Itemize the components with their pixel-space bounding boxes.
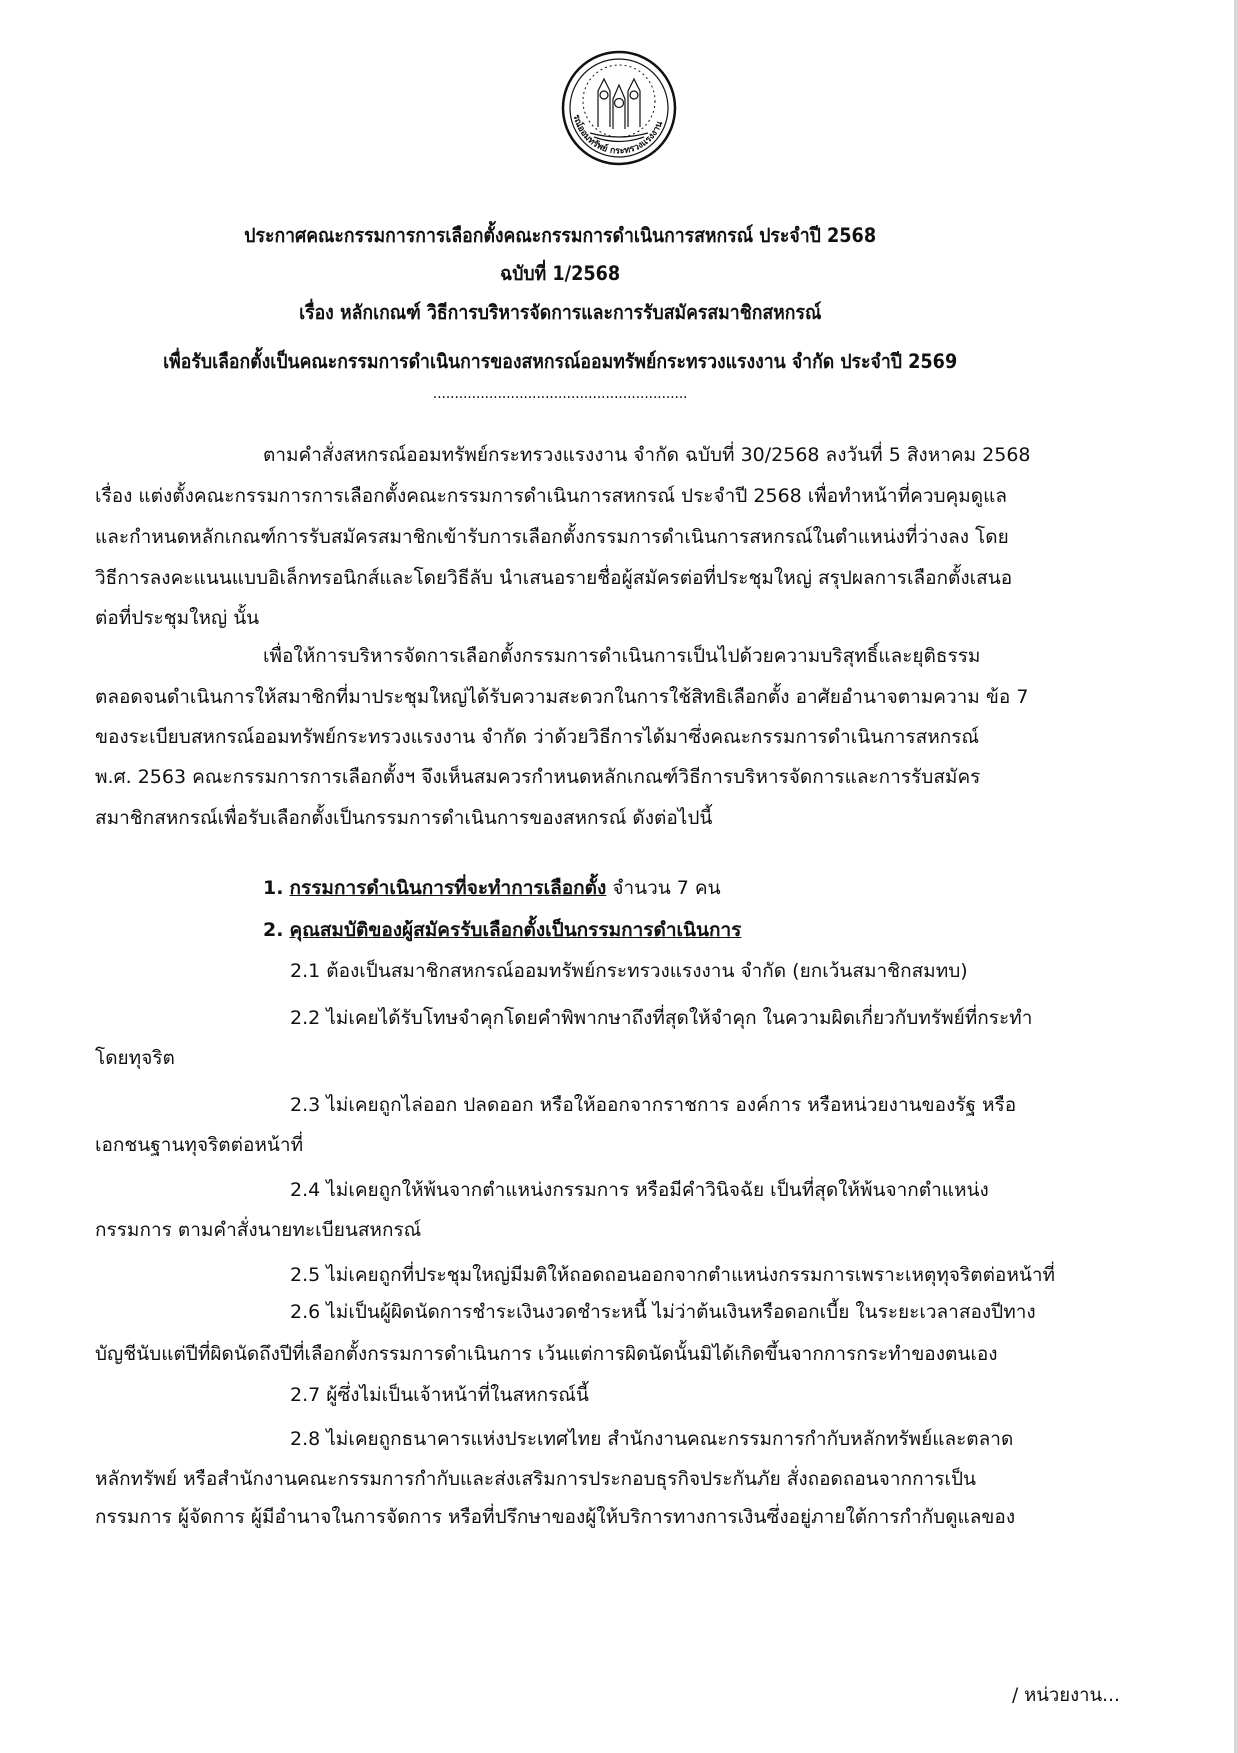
paragraph-2-line-3: ของระเบียบสหกรณ์ออมทรัพย์กระทรวงแรงงาน จำกัด ว่าด้วยวิธีการได้มาซึ่งคณะกรรมการดำเนินการสหกรณ์ [95, 726, 980, 748]
item-2-8-line-1: 2.8 ไม่เคยถูกธนาคารแห่งประเทศไทย สำนักงานคณะกรรมการกำกับหลักทรัพย์และตลาด [290, 1428, 1014, 1450]
paragraph-1-line-2: เรื่อง แต่งตั้งคณะกรรมการการเลือกตั้งคณะกรรมการดำเนินการสหกรณ์ ประจำปี 2568 เพื่อทำหน้าที่ควบคุมดูแล [95, 485, 1008, 507]
item-2-8-line-2: หลักทรัพย์ หรือสำนักงานคณะกรรมการกำกับและส่งเสริมการประกอบธุรกิจประกันภัย สั่งถอดถอนจากการเป็น [95, 1468, 976, 1490]
section-1 [263, 873, 721, 903]
seal-emblem-icon [560, 49, 678, 167]
item-2-3-line-1: 2.3 ไม่เคยถูกไล่ออก ปลดออก หรือให้ออกจากราชการ องค์การ หรือหน่วยงานของรัฐ หรือ [290, 1094, 1017, 1116]
section-2-number: 2. [263, 919, 284, 941]
item-2-6-line-2: บัญชีนับแต่ปีที่ผิดนัดถึงปีที่เลือกตั้งกรรมการดำเนินการ เว้นแต่การผิดนัดนั้นมิได้เกิดขึ้นจากการกระทำของตนเอง [95, 1343, 998, 1365]
issue-number: ฉบับที่ 1/2568 [500, 262, 621, 285]
paragraph-2-line-5: สมาชิกสหกรณ์เพื่อรับเลือกตั้งเป็นกรรมการดำเนินการของสหกรณ์ ดังต่อไปนี้ [95, 807, 713, 829]
paragraph-2-line-1: เพื่อให้การบริหารจัดการเลือกตั้งกรรมการดำเนินการเป็นไปด้วยความบริสุทธิ์และยุติธรรม [263, 645, 981, 667]
continued-marker: / หน่วยงาน... [1012, 1684, 1121, 1706]
item-2-7: 2.7 ผู้ซึ่งไม่เป็นเจ้าหน้าที่ในสหกรณ์นี้ [290, 1384, 589, 1406]
paragraph-2-line-4: พ.ศ. 2563 คณะกรรมการการเลือกตั้งฯ จึงเห็นสมควรกำหนดหลักเกณฑ์วิธีการบริหารจัดการและการรับสมัคร [95, 766, 981, 788]
announcement-title: ประกาศคณะกรรมการการเลือกตั้งคณะกรรมการดำเนินการสหกรณ์ ประจำปี 2568 [244, 224, 877, 247]
item-2-2-line-1: 2.2 ไม่เคยได้รับโทษจำคุกโดยคำพิพากษาถึงที่สุดให้จำคุก ในความผิดเกี่ยวกับทรัพย์ที่กระทำ [290, 1007, 1033, 1029]
section-2 [263, 915, 741, 945]
subject-line-2: เพื่อรับเลือกตั้งเป็นคณะกรรมการดำเนินการของสหกรณ์ออมทรัพย์กระทรวงแรงงาน จำกัด ประจำปี 2569 [163, 350, 958, 373]
subject-line-1: เรื่อง หลักเกณฑ์ วิธีการบริหารจัดการและการรับสมัครสมาชิกสหกรณ์ [299, 301, 822, 324]
item-2-2-line-2: โดยทุจริต [95, 1047, 175, 1069]
item-2-4-line-2: กรรมการ ตามคำสั่งนายทะเบียนสหกรณ์ [95, 1219, 422, 1241]
cooperative-seal-logo [560, 49, 678, 167]
section-1-text: จำนวน 7 คน [606, 877, 721, 899]
item-2-3-line-2: เอกชนฐานทุจริตต่อหน้าที่ [95, 1134, 304, 1156]
item-2-1: 2.1 ต้องเป็นสมาชิกสหกรณ์ออมทรัพย์กระทรวงแรงงาน จำกัด (ยกเว้นสมาชิกสมทบ) [290, 960, 968, 982]
item-2-6-line-1: 2.6 ไม่เป็นผู้ผิดนัดการชำระเงินงวดชำระหนี้ ไม่ว่าต้นเงินหรือดอกเบี้ย ในระยะเวลาสองปีทาง [290, 1301, 1036, 1323]
paragraph-1-line-3: และกำหนดหลักเกณฑ์การรับสมัครสมาชิกเข้ารับการเลือกตั้งกรรมการดำเนินการสหกรณ์ในตำแหน่งที่ว่างลง โดย [95, 526, 1009, 548]
item-2-5: 2.5 ไม่เคยถูกที่ประชุมใหญ่มีมติให้ถอดถอนออกจากตำแหน่งกรรมการเพราะเหตุทุจริตต่อหน้าที่ [290, 1264, 1056, 1286]
item-2-4-line-1: 2.4 ไม่เคยถูกให้พ้นจากตำแหน่งกรรมการ หรือมีคำวินิจฉัย เป็นที่สุดให้พ้นจากตำแหน่ง [290, 1179, 989, 1201]
scan-edge [1234, 0, 1238, 1753]
item-2-8-line-3: กรรมการ ผู้จัดการ ผู้มีอำนาจในการจัดการ หรือที่ปรึกษาของผู้ให้บริการทางการเงินซึ่งอยู่ภายใต้การกำกับดูแลของ [95, 1506, 1016, 1528]
section-2-heading: คุณสมบัติของผู้สมัครรับเลือกตั้งเป็นกรรมการดำเนินการ [289, 919, 742, 941]
title-separator: ........................................................... [432, 384, 688, 402]
paragraph-2-line-2: ตลอดจนดำเนินการให้สมาชิกที่มาประชุมใหญ่ได้รับความสะดวกในการใช้สิทธิเลือกตั้ง อาศัยอำนาจตามความ ข้อ 7 [95, 686, 1029, 708]
section-1-number: 1. [263, 877, 284, 899]
paragraph-1-line-1: ตามคำสั่งสหกรณ์ออมทรัพย์กระทรวงแรงงาน จำกัด ฉบับที่ 30/2568 ลงวันที่ 5 สิงหาคม 2568 [263, 444, 1031, 466]
seal-caption: รณ์ออมทรัพย์ กระทรวงแรงงาน [570, 113, 666, 157]
section-1-heading: กรรมการดำเนินการที่จะทำการเลือกตั้ง [289, 877, 607, 899]
paragraph-1-line-5: ต่อที่ประชุมใหญ่ นั้น [95, 607, 260, 629]
paragraph-1-line-4: วิธีการลงคะแนนแบบอิเล็กทรอนิกส์และโดยวิธีลับ นำเสนอรายชื่อผู้สมัครต่อที่ประชุมใหญ่ สรุปผลการเลือกตั้งเสนอ [95, 567, 1013, 589]
